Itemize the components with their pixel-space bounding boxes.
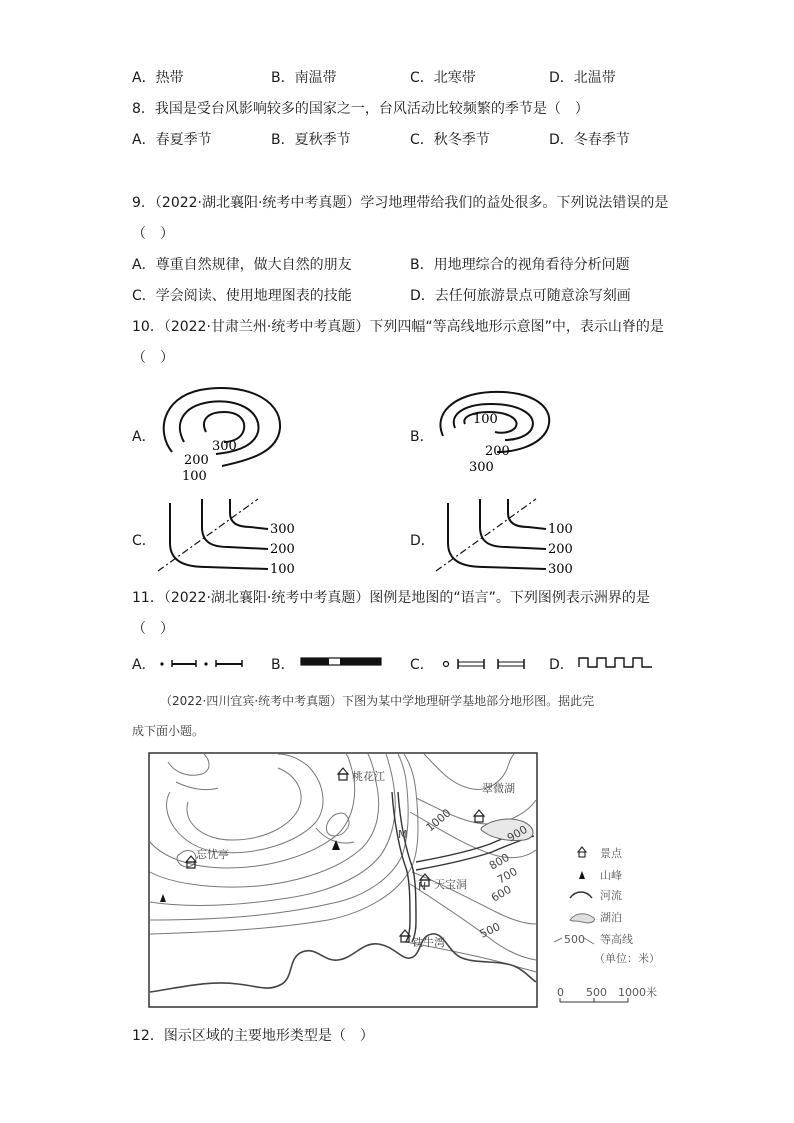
q11-letter-c[interactable]: C． [410, 657, 434, 673]
contour-label-600: 600 [489, 882, 514, 905]
q11-letter-b[interactable]: B． [271, 657, 295, 673]
scale-label-1000: 1000米 [618, 986, 657, 999]
q12-stem: 12．图示区域的主要地形类型是（ ） [132, 1028, 374, 1044]
place-wangyouting: 忘忧亭 [196, 848, 229, 861]
legend-peak-icon [579, 871, 585, 879]
passage-line-1: （2022·四川宜宾·统考中考真题）下图为某中学地理研学基地部分地形图。据此完 [160, 694, 595, 708]
q11-answer-paren: （ ） [132, 621, 174, 637]
q9-option-b[interactable]: B．用地理综合的视角看待分析问题 [410, 257, 630, 273]
legend-label-river: 河流 [600, 889, 622, 902]
legend-river-icon [570, 892, 592, 898]
q7-option-a[interactable]: A．热带 [132, 70, 184, 86]
q10-a-label-200: 200 [184, 453, 209, 468]
q8-option-b[interactable]: B．夏秋季节 [271, 132, 351, 148]
q7-option-c[interactable]: C．北寒带 [410, 70, 476, 86]
q11-stem: 11．（2022·湖北襄阳·统考中考真题）图例是地图的“语言”。下列图例表示洲界的是 [132, 590, 650, 606]
scale-label-500: 500 [586, 986, 607, 999]
q10-a-label-100: 100 [182, 469, 207, 484]
legend-label-lake: 湖泊 [600, 911, 622, 924]
legend-label-contour: 等高线 [600, 933, 633, 946]
q9-stem: 9．（2022·湖北襄阳·统考中考真题）学习地理带给我们的益处很多。下列说法错误的是 [132, 195, 669, 211]
contour-label-700: 700 [495, 864, 520, 887]
q8-option-c[interactable]: C．秋冬季节 [410, 132, 490, 148]
legend-lake-icon [570, 914, 594, 923]
q10-letter-c[interactable]: C． [132, 533, 156, 549]
q10-a-label-300: 300 [212, 439, 237, 454]
q10-c-label-100: 100 [270, 562, 295, 577]
q11-symbol-d [578, 655, 658, 669]
q10-d-label-300: 300 [548, 562, 573, 577]
place-taohuajiang: 桃花江 [352, 770, 385, 783]
q8-stem: 8．我国是受台风影响较多的国家之一，台风活动比较频繁的季节是（ ） [132, 101, 589, 117]
q10-b-label-200: 200 [485, 444, 510, 459]
q10-letter-b[interactable]: B． [410, 429, 434, 445]
passage-line-2: 成下面小题。 [132, 724, 205, 738]
point-m: M [398, 828, 408, 841]
q10-figure-c [150, 495, 310, 580]
contour-label-500: 500 [477, 920, 503, 941]
point-n: N [418, 880, 427, 893]
q8-option-a[interactable]: A．春夏季节 [132, 132, 212, 148]
q11-symbol-a [158, 656, 248, 670]
q7-option-b[interactable]: B．南温带 [271, 70, 337, 86]
q10-letter-d[interactable]: D． [410, 533, 435, 549]
scale-label-0: 0 [557, 986, 564, 999]
map-legend [552, 840, 692, 1010]
q9-option-c[interactable]: C．学会阅读、使用地理图表的技能 [132, 288, 352, 304]
q9-option-a[interactable]: A．尊重自然规律，做大自然的朋友 [132, 257, 352, 273]
legend-label-peak: 山峰 [600, 869, 622, 882]
q11-letter-a[interactable]: A． [132, 657, 156, 673]
legend-label-unit: （单位：米） [594, 952, 660, 965]
place-cuiweihu: 翠微湖 [482, 782, 515, 795]
q10-c-label-200: 200 [270, 542, 295, 557]
q10-d-label-100: 100 [548, 522, 573, 537]
q10-c-label-300: 300 [270, 522, 295, 537]
q10-answer-paren: （ ） [132, 350, 174, 366]
q10-figure-a [150, 380, 290, 490]
q11-symbol-b [300, 657, 384, 667]
q10-b-label-300: 300 [469, 460, 494, 475]
q7-option-d[interactable]: D．北温带 [549, 70, 616, 86]
q10-stem: 10．（2022·甘肃兰州·统考中考真题）下列四幅“等高线地形示意图”中，表示山脊的是 [132, 319, 664, 335]
q8-option-d[interactable]: D．冬春季节 [549, 132, 630, 148]
legend-contour-value: 500 [564, 933, 585, 946]
legend-label-scenic: 景点 [600, 847, 622, 860]
q10-figure-b [425, 380, 565, 480]
q10-figure-d [428, 495, 588, 580]
q10-letter-a[interactable]: A． [132, 429, 156, 445]
contour-label-900: 900 [505, 822, 530, 845]
q10-b-label-100: 100 [473, 412, 498, 427]
q11-letter-d[interactable]: D． [549, 657, 574, 673]
topographic-map [148, 752, 538, 1010]
contour-label-1000: 1000 [423, 806, 454, 835]
q9-answer-paren: （ ） [132, 226, 174, 242]
q10-d-label-200: 200 [548, 542, 573, 557]
q9-option-d[interactable]: D．去任何旅游景点可随意涂写刻画 [410, 288, 631, 304]
place-tieniuwan: 铁牛湾 [412, 936, 445, 949]
q11-symbol-c [440, 656, 530, 670]
contour-label-800: 800 [487, 850, 512, 873]
place-tianbaodong: 天宝洞 [434, 878, 467, 891]
